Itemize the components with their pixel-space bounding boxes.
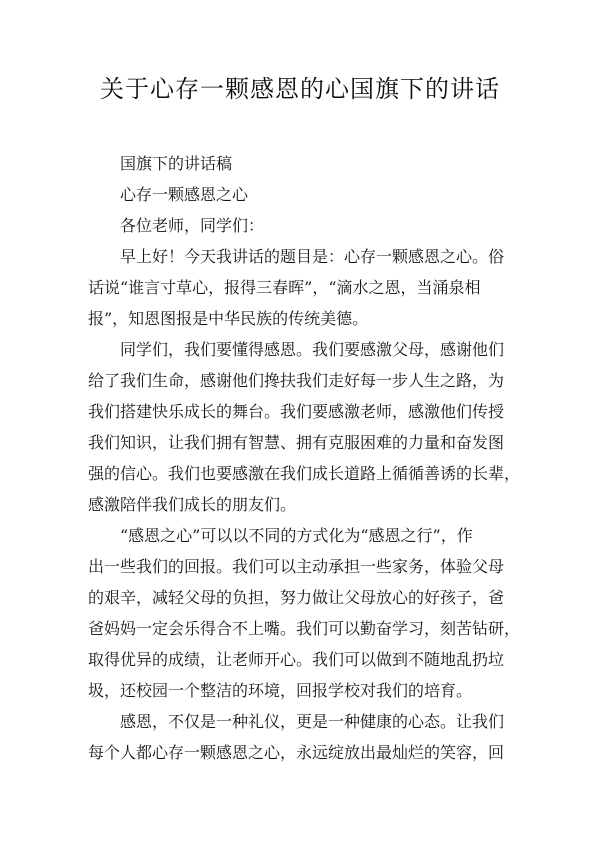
paragraph-line: 同学们，我们要懂得感恩。我们要感激父母，感谢他们 [120, 340, 505, 359]
paragraph-line: 每个人都心存一颗感恩之心，永远绽放出最灿烂的笑容，回 [88, 743, 505, 762]
paragraph-line: 强的信心。我们也要感激在我们成长道路上循循善诱的长辈， [88, 464, 521, 483]
paragraph-line: 感恩，不仅是一种礼仪，更是一种健康的心态。让我们 [120, 712, 505, 731]
paragraph-1 [88, 241, 508, 334]
paragraph-line: 出一些我们的回报。我们可以主动承担一些家务，体验父母 [88, 557, 505, 576]
document-title: 关于心存一颗感恩的心国旗下的讲话 [100, 75, 500, 103]
paragraph-4 [88, 706, 508, 768]
header-line-type: 国旗下的讲话稿 [120, 154, 233, 173]
header-line-topic: 心存一颗感恩之心 [120, 185, 249, 204]
paragraph-line: 感激陪伴我们成长的朋友们。 [88, 495, 297, 514]
paragraph-3 [88, 520, 521, 706]
paragraph-line: 的艰辛，减轻父母的负担，努力做让父母放心的好孩子，爸 [88, 588, 505, 607]
paragraph-line: 取得优异的成绩，让老师开心。我们可以做到不随地乱扔垃 [88, 650, 505, 669]
paragraph-line: 圾，还校园一个整洁的环境，回报学校对我们的培育。 [88, 681, 473, 700]
paragraph-line: 我们搭建快乐成长的舞台。我们要感激老师，感激他们传授 [88, 402, 505, 421]
paragraph-line: 报”，知恩图报是中华民族的传统美德。 [88, 309, 369, 328]
paragraph-line: 我们知识，让我们拥有智慧、拥有克服困难的力量和奋发图 [88, 433, 505, 452]
document-body [88, 148, 521, 768]
paragraph-line: 爸妈妈一定会乐得合不上嘴。我们可以勤奋学习，刻苦钻研， [88, 619, 521, 638]
paragraph-line: “感恩之心”可以以不同的方式化为“感恩之行”，作 [120, 526, 473, 545]
paragraph-line: 话说“谁言寸草心，报得三春晖”，“滴水之恩，当涌泉相 [88, 278, 481, 297]
header-line-greeting: 各位老师，同学们： [120, 216, 265, 235]
paragraph-line: 给了我们生命，感谢他们搀扶我们走好每一步人生之路，为 [88, 371, 505, 390]
paragraph-2 [88, 334, 521, 520]
paragraph-line: 早上好！今天我讲话的题目是：心存一颗感恩之心。俗 [120, 247, 505, 266]
